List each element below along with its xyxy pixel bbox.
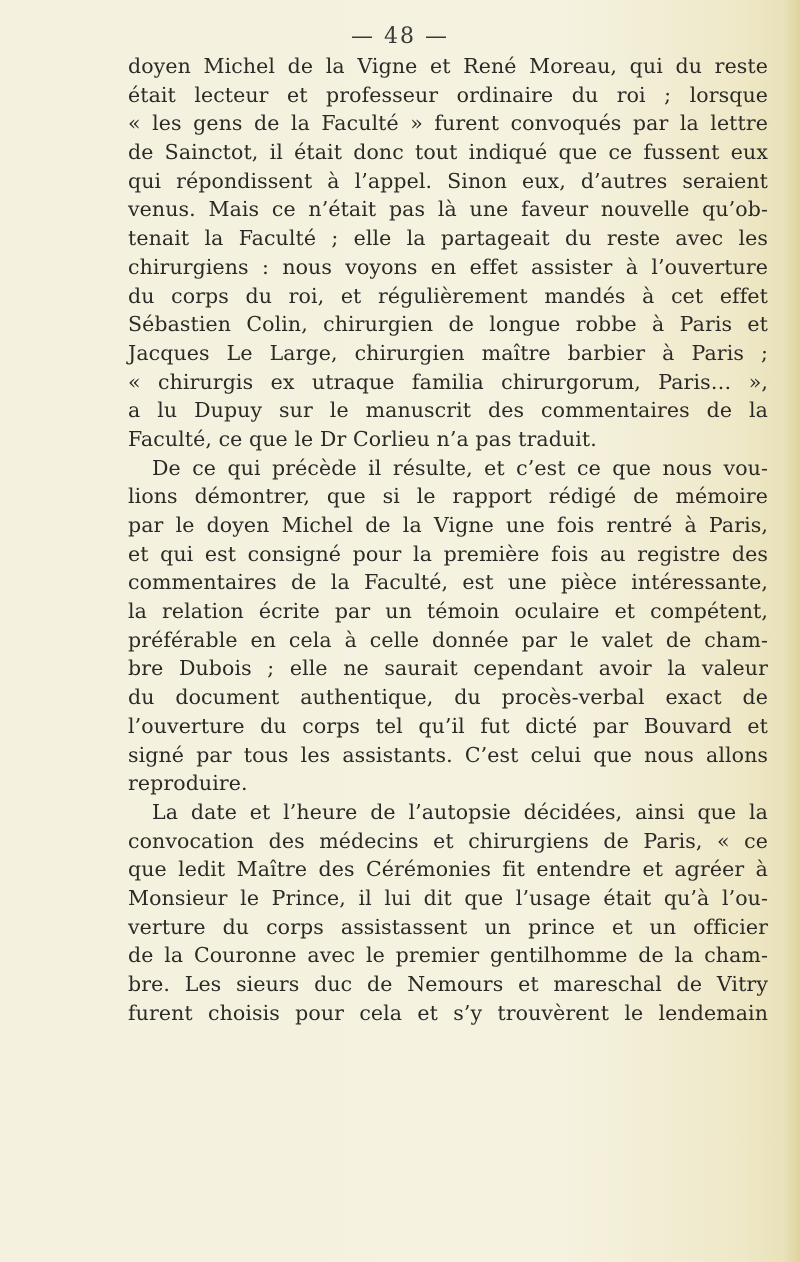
text-line: convocation des médecins et chirurgiens de Paris, « ce: [128, 828, 768, 853]
text-line: par le doyen Michel de la Vigne une fois rentré à Paris,: [128, 513, 768, 537]
text-line: Monsieur le Prince, il lui dit que l’usage était qu’à l’ou-: [128, 885, 768, 910]
text-line: de la Couronne avec le premier gentilhomme de la cham-: [128, 943, 768, 968]
text-line: bre Dubois ; elle ne saurait cependant avoir la valeur: [128, 656, 768, 681]
text-line: bre. Les sieurs duc de Nemours et mareschal de Vitry: [128, 972, 768, 996]
text-line: l’ouverture du corps tel qu’il fut dicté par Bouvard et: [128, 713, 768, 738]
text-line: était lecteur et professeur ordinaire du roi ; lorsque: [128, 82, 768, 107]
text-line: doyen Michel de la Vigne et René Moreau, qui du reste: [128, 54, 768, 78]
text-line: De ce qui précède il résulte, et c’est ce que nous vou-: [152, 455, 768, 480]
text-line: a lu Dupuy sur le manuscrit des commentaires de la: [128, 398, 768, 423]
text-line: du corps du roi, et régulièrement mandés à cet effet: [128, 283, 768, 308]
text-line: Faculté, ce que le Dr Corlieu n’a pas traduit.: [128, 426, 597, 451]
text-line: la relation écrite par un témoin oculaire et compétent,: [128, 599, 768, 624]
body-text: [128, 52, 768, 1027]
text-line: préférable en cela à celle donnée par le valet de cham-: [128, 627, 768, 652]
text-line: et qui est consigné pour la première fois au registre des: [128, 541, 768, 566]
text-line: du document authentique, du procès-verbal exact de: [128, 685, 768, 710]
text-line: « chirurgis ex utraque familia chirurgorum, Paris… »,: [128, 369, 768, 394]
text-line: tenait la Faculté ; elle la partageait du reste avec les: [128, 226, 768, 251]
text-line: lions démontrer, que si le rapport rédigé de mémoire: [128, 484, 768, 509]
text-line: furent choisis pour cela et s’y trouvèrent le lendemain: [128, 1000, 768, 1025]
text-line: « les gens de la Faculté » furent convoqués par la lettre: [128, 111, 768, 136]
text-line: que ledit Maître des Cérémonies fit entendre et agréer à: [128, 857, 768, 882]
text-line: Jacques Le Large, chirurgien maître barbier à Paris ;: [128, 340, 768, 365]
text-line: Sébastien Colin, chirurgien de longue robbe à Paris et: [128, 312, 768, 337]
text-line: reproduire.: [128, 771, 248, 796]
page-number: — 48 —: [351, 24, 449, 49]
text-line: de Sainctot, il était donc tout indiqué que ce fussent eux: [128, 140, 768, 165]
text-line: signé par tous les assistants. C’est celui que nous allons: [128, 742, 768, 767]
text-line: venus. Mais ce n’était pas là une faveur nouvelle qu’ob-: [128, 197, 768, 222]
text-line: qui répondissent à l’appel. Sinon eux, d’autres seraient: [128, 168, 768, 193]
page-edge-shading: [784, 0, 800, 1262]
text-line: La date et l’heure de l’autopsie décidées, ainsi que la: [152, 799, 768, 824]
text-line: commentaires de la Faculté, est une pièce intéressante,: [128, 570, 768, 595]
text-line: chirurgiens : nous voyons en effet assister à l’ouverture: [128, 254, 768, 279]
text-line: verture du corps assistassent un prince et un officier: [128, 914, 768, 939]
